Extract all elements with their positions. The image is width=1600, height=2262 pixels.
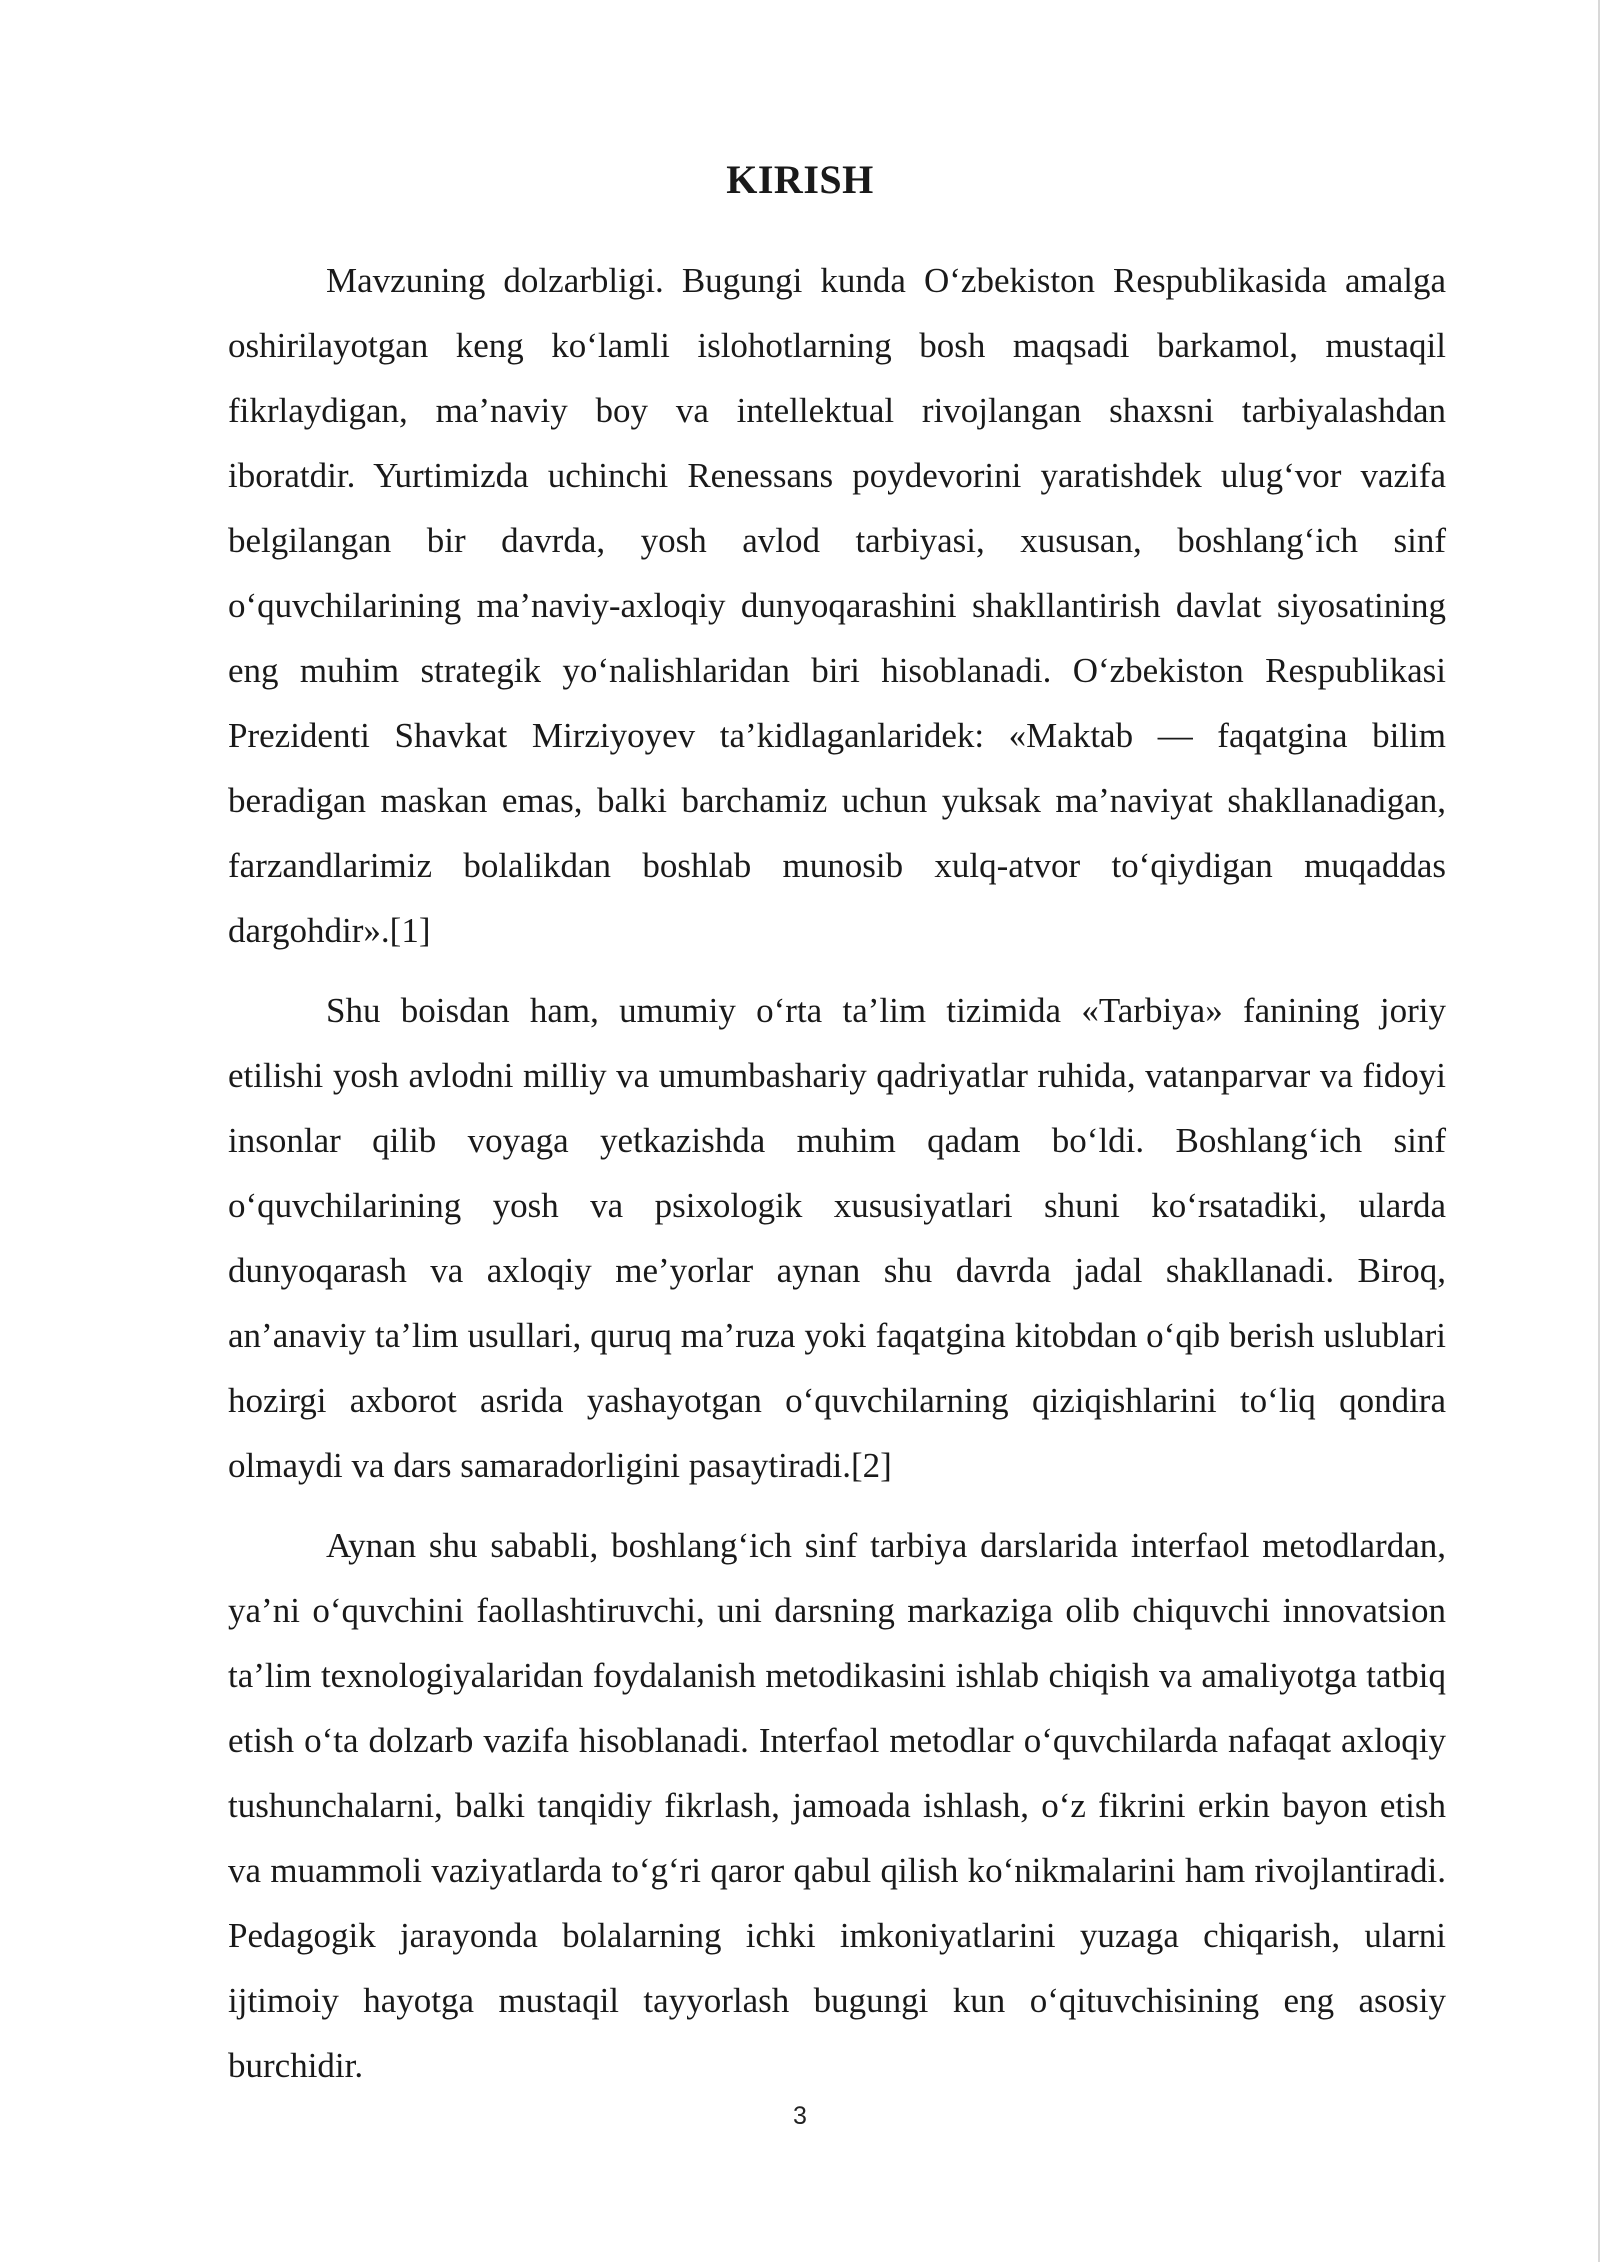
body-text bbox=[228, 248, 1446, 2113]
paragraph-relevance: Mavzuning dolzarbligi. Bugungi kunda O‘zbekiston Respublikasida amalga oshirilayotgan keng ko‘lamli islohotlarning bosh maqsadi barkamol, mustaqil fikrlaydigan, ma’naviy boy va intellektual rivojlangan shaxsni tarbiyalashdan iboratdir. Yurtimizda uchinchi Renessans poydevorini yaratishdek ulug‘vor vazifa belgilangan bir davrda, yosh avlod tarbiyasi, xususan, boshlang‘ich sinf o‘quvchilarining ma’naviy-axloqiy dunyoqarashini shakllantirish davlat siyosatining eng muhim strategik yo‘nalishlaridan biri hisoblanadi. O‘zbekiston Respublikasi Prezidenti Shavkat Mirziyoyev ta’kidlaganlaridek: «Maktab — faqatgina bilim beradigan maskan emas, balki barchamiz uchun yuksak ma’naviyat shakllanadigan, farzandlarimiz bolalikdan boshlab munosib xulq-atvor to‘qiydigan muqaddas dargohdir».[1] bbox=[228, 261, 1446, 950]
paragraph-interactive-methods: Aynan shu sababli, boshlang‘ich sinf tarbiya darslarida interfaol metodlardan, ya’ni o‘quvchini faollashtiruvchi, uni darsning markaziga olib chiquvchi innovatsion ta’lim texnologiyalaridan foydalanish metodikasini ishlab chiqish va amaliyotga tatbiq etish o‘ta dolzarb vazifa hisoblanadi. Interfaol metodlar o‘quvchilarda nafaqat axloqiy tushunchalarni, balki tanqidiy fikrlash, jamoada ishlash, o‘z fikrini erkin bayon etish va muammoli vaziyatlarda to‘g‘ri qaror qabul qilish ko‘nikmalarini ham rivojlantiradi. Pedagogik jarayonda bolalarning ichki imkoniyatlarini yuzaga chiqarish, ularni ijtimoiy hayotga mustaqil tayyorlash bugungi kun o‘qituvchisining eng asosiy burchidir. bbox=[228, 1526, 1446, 2085]
page-number: 3 bbox=[793, 2102, 807, 2130]
section-title: KIRISH bbox=[726, 157, 874, 202]
paragraph-education-system: Shu boisdan ham, umumiy o‘rta ta’lim tizimida «Tarbiya» fanining joriy etilishi yosh avlodni milliy va umumbashariy qadriyatlar ruhida, vatanparvar va fidoyi insonlar qilib voyaga yetkazishda muhim qadam bo‘ldi. Boshlang‘ich sinf o‘quvchilarining yosh va psixologik xususiyatlari shuni ko‘rsatadiki, ularda dunyoqarash va axloqiy me’yorlar aynan shu davrda jadal shakllanadi. Biroq, an’anaviy ta’lim usullari, quruq ma’ruza yoki faqatgina kitobdan o‘qib berish uslublari hozirgi axborot asrida yashayotgan o‘quvchilarning qiziqishlarini to‘liq qondira olmaydi va dars samaradorligini pasaytiradi.[2] bbox=[228, 991, 1446, 1485]
